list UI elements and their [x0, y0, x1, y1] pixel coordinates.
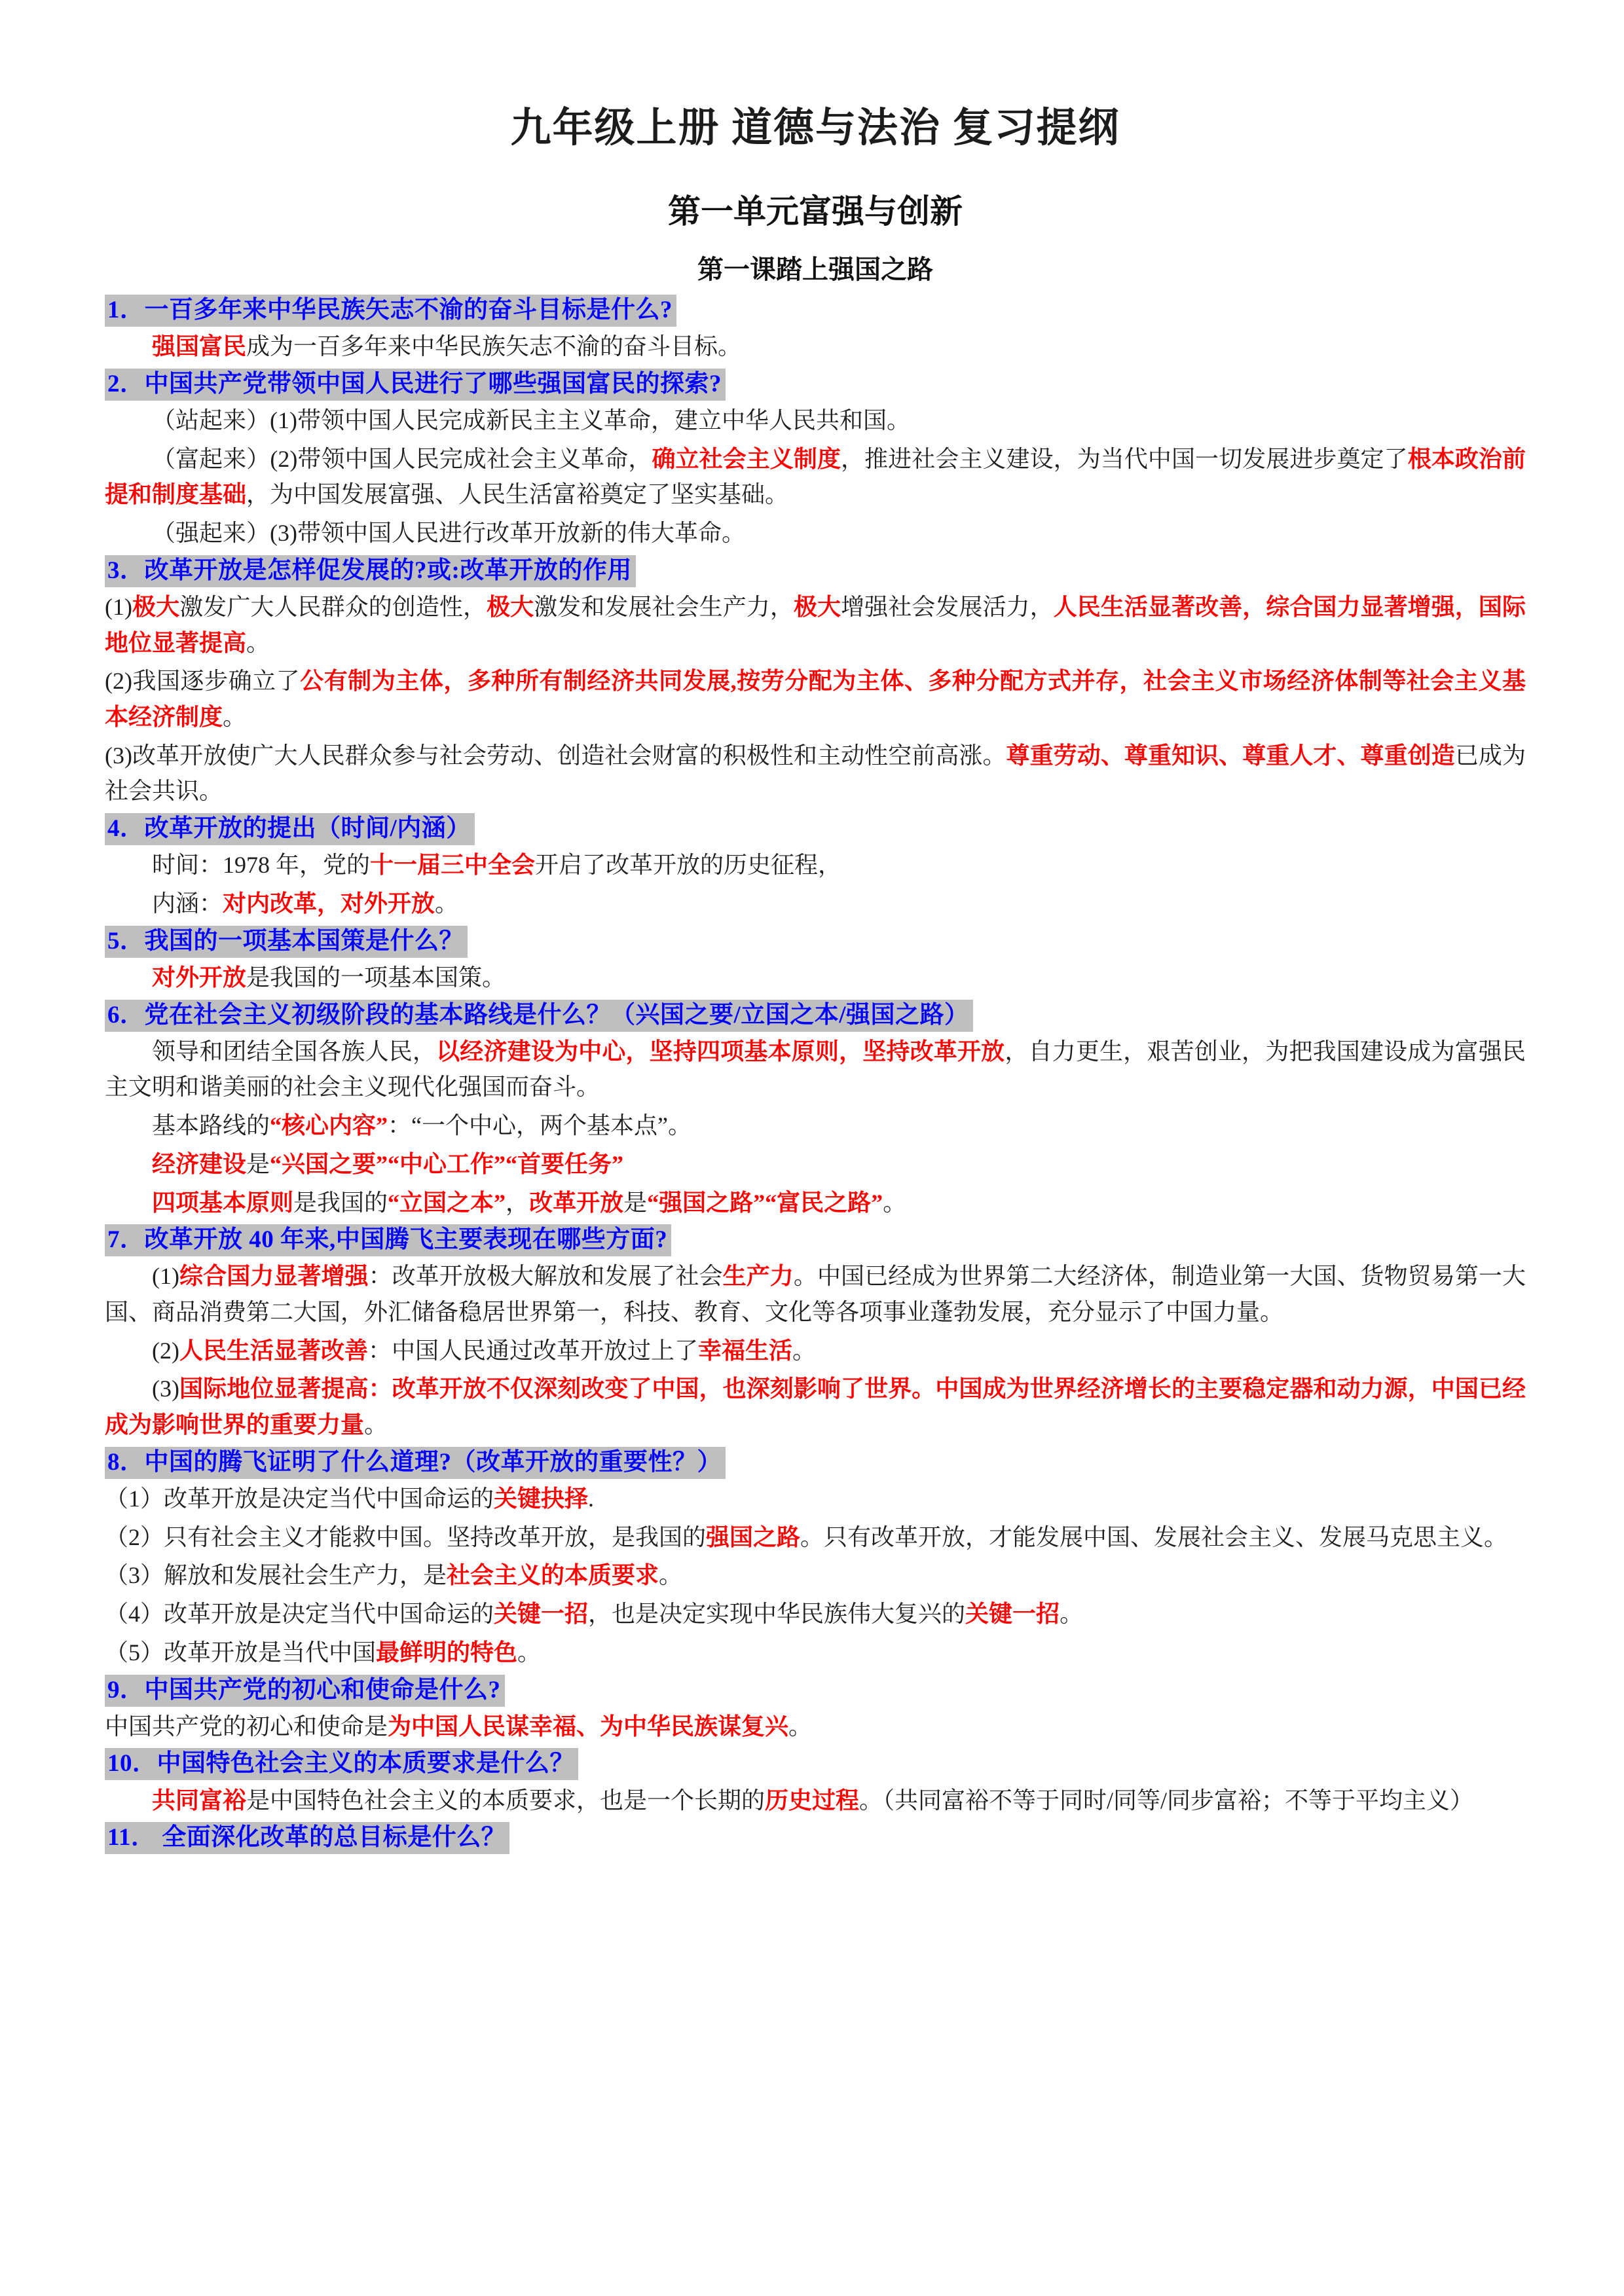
emphasis-text: 为中国人民谋幸福、为中华民族谋复兴	[388, 1713, 789, 1740]
body-text: 是	[246, 1150, 270, 1177]
answer-paragraph	[105, 515, 1526, 551]
emphasis-text: 强国富民	[152, 333, 247, 360]
body-text: ，推进社会主义建设，为当代中国一切发展进步奠定了	[841, 445, 1408, 472]
emphasis-text: 十一届三中全会	[370, 852, 536, 879]
emphasis-text: “核心内容”	[270, 1112, 388, 1139]
answer-paragraph	[105, 1783, 1526, 1819]
question-heading: 4．改革开放的提出（时间/内涵）	[105, 813, 475, 845]
body-text: ，	[506, 1189, 530, 1216]
body-text: （1）改革开放是决定当代中国命运的	[105, 1485, 494, 1512]
question-heading: 6．党在社会主义初级阶段的基本路线是什么？（兴国之要/立国之本/强国之路）	[105, 1000, 973, 1032]
body-text: 是我国的一项基本国策。	[246, 964, 506, 991]
question-row	[105, 1675, 1526, 1706]
body-text: ：“一个中心，两个基本点”。	[388, 1112, 692, 1139]
question-heading: 3．改革开放是怎样促发展的?或:改革开放的作用	[105, 555, 636, 587]
answer-paragraph	[105, 589, 1526, 661]
question-heading: 7．改革开放 40 年来,中国腾飞主要表现在哪些方面?	[105, 1224, 671, 1256]
body-text: 激发和发展社会生产力，	[534, 593, 794, 620]
body-text: 。	[246, 629, 270, 656]
emphasis-text: 改革开放	[529, 1189, 624, 1216]
answer-paragraph	[105, 441, 1526, 513]
body-text: .	[588, 1485, 595, 1512]
answer-paragraph	[105, 1558, 1526, 1594]
emphasis-text: 幸福生活	[698, 1337, 793, 1364]
question-row	[105, 1224, 1526, 1256]
emphasis-text: 四项基本原则	[152, 1189, 294, 1216]
answer-paragraph	[105, 1108, 1526, 1144]
answer-paragraph	[105, 1481, 1526, 1517]
body-text: （5）改革开放是当代中国	[105, 1639, 377, 1666]
question-heading: 9．中国共产党的初心和使命是什么?	[105, 1675, 505, 1707]
emphasis-text: 历史过程	[765, 1787, 860, 1813]
body-text: 。	[223, 704, 247, 731]
body-text: ，自力更生，艰苦创业，为把我国建设成为富强民主文明和谐美丽的社会主义现代化强国而奋斗。	[105, 1038, 1526, 1101]
question-answer-list	[105, 295, 1526, 1853]
body-text: 是中国特色社会主义的本质要求，也是一个长期的	[246, 1787, 766, 1813]
question-row	[105, 369, 1526, 400]
body-text: 是	[623, 1189, 648, 1216]
body-text: (1)	[152, 1263, 179, 1290]
body-text: 。（共同富裕不等于同时/同等/同步富裕；不等于平均主义）	[859, 1787, 1474, 1813]
question-row	[105, 1748, 1526, 1779]
answer-paragraph	[105, 403, 1526, 439]
answer-paragraph	[105, 1635, 1526, 1671]
question-heading: 10．中国特色社会主义的本质要求是什么？	[105, 1748, 578, 1780]
body-text: 激发广大人民群众的创造性，	[179, 593, 487, 620]
answer-paragraph	[105, 1709, 1526, 1745]
body-text: （4）改革开放是决定当代中国命运的	[105, 1601, 494, 1628]
body-text: 。	[659, 1562, 683, 1589]
body-text: (3)改革开放使广大人民群众参与社会劳动、创造社会财富的积极性和主动性空前高涨。	[105, 742, 1006, 769]
body-text: ：改革开放极大解放和发展了社会	[368, 1263, 723, 1290]
emphasis-text: “立国之本”	[388, 1189, 506, 1216]
question-heading: 1．一百多年来中华民族矢志不渝的奋斗目标是什么?	[105, 295, 676, 327]
body-text: （站起来）(1)带领中国人民完成新民主主义革命，建立中华人民共和国。	[152, 407, 910, 433]
body-text: 中国共产党的初心和使命是	[105, 1713, 388, 1740]
emphasis-text: “强国之路”“富民之路”	[647, 1189, 883, 1216]
body-text: 。	[435, 890, 459, 917]
answer-paragraph	[105, 847, 1526, 883]
emphasis-text: 关键抉择	[494, 1485, 589, 1512]
emphasis-text: 共同富裕	[152, 1787, 247, 1813]
question-row	[105, 295, 1526, 326]
body-text: 开启了改革开放的历史征程，	[535, 852, 842, 879]
emphasis-text: 经济建设	[152, 1150, 247, 1177]
body-text: 是我国的	[293, 1189, 388, 1216]
body-text: (2)	[152, 1337, 179, 1364]
emphasis-text: 国际地位显著提高：改革开放不仅深刻改变了中国，也深刻影响了世界。中国成为世界经济增长的主要稳定器和动力源，中国已经成为影响世界的重要力量	[105, 1376, 1526, 1438]
emphasis-text: 强国之路	[706, 1523, 801, 1550]
body-text: 。	[883, 1189, 907, 1216]
answer-paragraph	[105, 738, 1526, 809]
emphasis-text: 关键一招	[494, 1601, 589, 1628]
answer-paragraph	[105, 663, 1526, 735]
question-heading: 11． 全面深化改革的总目标是什么？	[105, 1822, 509, 1854]
question-row	[105, 926, 1526, 957]
answer-paragraph	[105, 1034, 1526, 1105]
body-text: 内涵：	[152, 890, 223, 917]
emphasis-text: 以经济建设为中心，坚持四项基本原则，坚持改革开放	[436, 1038, 1005, 1065]
answer-paragraph	[105, 960, 1526, 996]
body-text: ，也是决定实现中华民族伟大复兴的	[588, 1601, 966, 1628]
emphasis-text: 生产力	[722, 1263, 794, 1290]
answer-paragraph	[105, 1258, 1526, 1330]
emphasis-text: 社会主义的本质要求	[447, 1562, 659, 1589]
body-text: 。	[788, 1713, 813, 1740]
body-text: (1)	[105, 593, 132, 620]
emphasis-text: “兴国之要”“中心工作”“首要任务”	[270, 1150, 624, 1177]
body-text: 已成为社会共识。	[105, 742, 1526, 805]
answer-paragraph	[105, 1185, 1526, 1221]
emphasis-text: 极大	[132, 593, 180, 620]
answer-paragraph	[105, 329, 1526, 365]
page-title: 九年级上册 道德与法治 复习提纲	[510, 106, 1120, 151]
body-text: 。	[517, 1639, 542, 1666]
body-text: (2)我国逐步确立了	[105, 668, 301, 695]
emphasis-text: 对内改革，对外开放	[223, 890, 435, 917]
emphasis-text: 根本政治前提和制度基础	[105, 445, 1526, 508]
answer-paragraph	[105, 886, 1526, 922]
emphasis-text: 极大	[793, 593, 841, 620]
emphasis-text: 确立社会主义制度	[652, 445, 841, 472]
body-text: 领导和团结全国各族人民，	[152, 1038, 437, 1065]
body-text: 。	[792, 1337, 817, 1364]
body-text: （富起来）(2)带领中国人民完成社会主义革命，	[152, 445, 652, 472]
emphasis-text: 对外开放	[152, 964, 247, 991]
body-text: ，为中国发展富强、人民生活富裕奠定了坚实基础。	[246, 481, 789, 508]
answer-paragraph	[105, 1596, 1526, 1632]
body-text: 。只有改革开放，才能发展中国、发展社会主义、发展马克思主义。	[800, 1523, 1508, 1550]
emphasis-text: 综合国力显著增强	[179, 1263, 369, 1290]
body-text: 。	[364, 1412, 388, 1438]
body-text: 时间：1978 年，党的	[152, 852, 371, 879]
question-row	[105, 1447, 1526, 1478]
answer-paragraph	[105, 1146, 1526, 1182]
body-text: 基本路线的	[152, 1112, 270, 1139]
emphasis-text: 尊重劳动、尊重知识、尊重人才、尊重创造	[1006, 742, 1455, 769]
emphasis-text: 人民生活显著改善	[179, 1337, 368, 1364]
body-text: （强起来）(3)带领中国人民进行改革开放新的伟大革命。	[152, 520, 745, 547]
question-heading: 8．中国的腾飞证明了什么道理?（改革开放的重要性？）	[105, 1447, 726, 1479]
emphasis-text: 极大	[487, 593, 534, 620]
emphasis-text: 人民生活显著改善，综合国力显著增强，国际地位显著提高	[105, 593, 1526, 656]
body-text: 成为一百多年来中华民族矢志不渝的奋斗目标。	[246, 333, 742, 360]
emphasis-text: 最鲜明的特色	[376, 1639, 518, 1666]
body-text: (3)	[152, 1376, 179, 1402]
question-heading: 2．中国共产党带领中国人民进行了哪些强国富民的探索?	[105, 369, 726, 401]
answer-paragraph	[105, 1333, 1526, 1369]
question-row	[105, 813, 1526, 845]
body-text: 。中国已经成为世界第二大经济体，制造业第一大国、货物贸易第一大国、商品消费第二大国，外汇储备稳居世界第一，科技、教育、文化等各项事业蓬勃发展，充分显示了中国力量。	[105, 1263, 1526, 1326]
emphasis-text: 公有制为主体，多种所有制经济共同发展,按劳分配为主体、多种分配方式并存，社会主义市场经济体制等社会主义基本经济制度	[105, 668, 1526, 731]
body-text: （3）解放和发展社会生产力，是	[105, 1562, 447, 1589]
emphasis-text: 关键一招	[965, 1601, 1060, 1628]
question-row	[105, 1000, 1526, 1031]
body-text: 增强社会发展活力，	[841, 593, 1054, 620]
question-row	[105, 1822, 1526, 1853]
lesson-title: 第一课踏上强国之路	[697, 255, 933, 284]
body-text: ：中国人民通过改革开放过上了	[368, 1337, 699, 1364]
answer-paragraph	[105, 1520, 1526, 1556]
question-row	[105, 555, 1526, 587]
answer-paragraph	[105, 1371, 1526, 1442]
body-text: （2）只有社会主义才能救中国。坚持改革开放，是我国的	[105, 1523, 707, 1550]
question-heading: 5．我国的一项基本国策是什么？	[105, 926, 468, 958]
unit-title: 第一单元富强与创新	[668, 192, 963, 230]
body-text: 。	[1060, 1601, 1084, 1628]
